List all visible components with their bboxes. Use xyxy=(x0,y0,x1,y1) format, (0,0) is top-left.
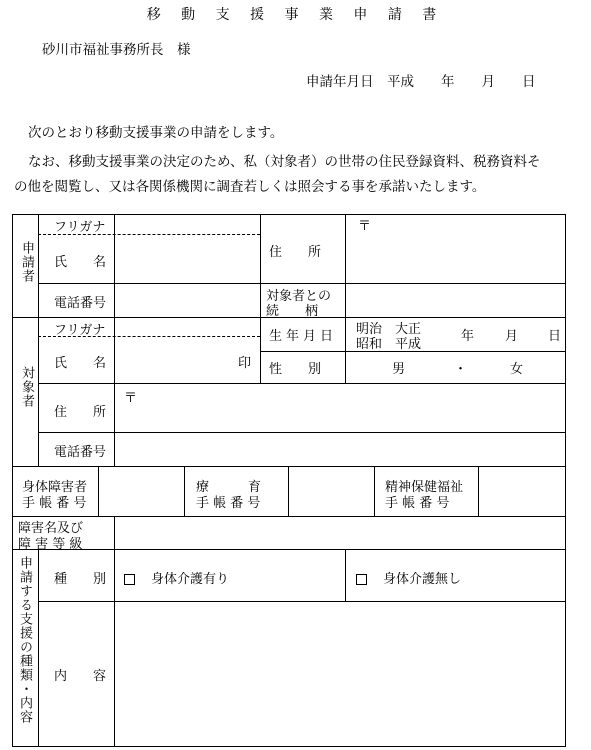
subject-name-field[interactable] xyxy=(115,338,233,382)
seal-mark: 印 xyxy=(238,356,252,371)
gender-separator: ・ xyxy=(454,362,468,377)
gender-male-option[interactable]: 男 xyxy=(392,362,406,377)
disability-label-1: 障害名及び xyxy=(18,521,84,536)
disability-field[interactable] xyxy=(115,517,564,548)
relation-field[interactable] xyxy=(346,284,564,316)
subject-postal-mark: 〒 xyxy=(124,391,138,406)
application-date[interactable]: 申請年月日 平成 年 月 日 xyxy=(306,74,536,90)
applicant-phone-field[interactable] xyxy=(115,284,259,316)
applicant-postal-mark: 〒 xyxy=(358,219,372,234)
subject-name-label: 氏 名 xyxy=(54,356,107,371)
era-options-2[interactable]: 昭和 平成 xyxy=(356,337,422,352)
rehab-cert-number-field[interactable] xyxy=(289,467,373,515)
mental-cert-label-1: 精神保健福祉 xyxy=(385,480,464,495)
support-section-label: 申請する支援の種類・内容 xyxy=(17,556,32,724)
birth-day-label: 日 xyxy=(548,329,562,344)
birth-year-label: 年 xyxy=(461,329,475,344)
relation-label-2: 続 柄 xyxy=(266,304,319,319)
physical-cert-label-1: 身体障害者 xyxy=(22,480,88,495)
option-without-physical-care[interactable] xyxy=(356,568,461,587)
checkbox-without-physical-care[interactable] xyxy=(356,574,367,585)
birthdate-label: 生年月日 xyxy=(269,329,338,344)
intro-line-1: 次のとおり移動支援事業の申請をします。 xyxy=(28,125,284,141)
intro-line-2: なお、移動支援事業の決定のため、私（対象者）の世帯の住民登録資料、税務資料そ xyxy=(28,154,541,170)
birth-month-label: 月 xyxy=(505,329,519,344)
option-with-label: 身体介護有り xyxy=(151,572,230,587)
subject-phone-label: 電話番号 xyxy=(54,445,107,460)
era-options-1[interactable]: 明治 大正 xyxy=(356,322,422,337)
subject-furigana-label: フリガナ xyxy=(54,323,106,338)
applicant-furigana-label: フリガナ xyxy=(54,220,106,235)
rehab-cert-label-2: 手 帳 番 号 xyxy=(196,496,261,511)
support-type-label: 種 別 xyxy=(54,572,107,587)
applicant-name-label: 氏 名 xyxy=(54,255,107,270)
form-title: 移 動 支 援 事 業 申 請 書 xyxy=(146,7,445,23)
applicant-section-label: 申請者 xyxy=(19,241,34,283)
applicant-furigana-field[interactable] xyxy=(115,215,259,233)
applicant-phone-label: 電話番号 xyxy=(54,296,107,311)
subject-furigana-field[interactable] xyxy=(115,318,259,335)
relation-label-1: 対象者との xyxy=(266,289,332,304)
support-content-label: 内 容 xyxy=(54,669,107,684)
applicant-address-label: 住 所 xyxy=(269,245,322,260)
option-with-physical-care[interactable] xyxy=(124,568,229,587)
subject-address-field[interactable] xyxy=(140,385,564,431)
disability-label-2: 障 害 等 級 xyxy=(18,537,83,552)
intro-line-3: の他を閲覧し、又は各関係機関に調査若しくは照会する事を承諾いたします。 xyxy=(14,179,486,195)
physical-cert-number-field[interactable] xyxy=(99,467,183,515)
gender-female-option[interactable]: 女 xyxy=(510,362,524,377)
mental-cert-number-field[interactable] xyxy=(479,467,564,515)
physical-cert-label-2: 手 帳 番 号 xyxy=(22,496,87,511)
gender-label: 性 別 xyxy=(269,362,322,377)
applicant-address-field[interactable] xyxy=(346,232,564,282)
checkbox-with-physical-care[interactable] xyxy=(124,574,135,585)
applicant-name-field[interactable] xyxy=(115,236,259,282)
addressee: 砂川市福祉事務所長 様 xyxy=(42,42,191,58)
rehab-cert-label-1: 療 育 xyxy=(196,480,262,495)
support-content-field[interactable] xyxy=(115,603,564,745)
subject-address-label: 住 所 xyxy=(54,405,107,420)
mental-cert-label-2: 手 帳 番 号 xyxy=(385,496,450,511)
subject-section-label: 対象者 xyxy=(19,366,34,408)
subject-phone-field[interactable] xyxy=(115,434,564,465)
option-without-label: 身体介護無し xyxy=(383,572,462,587)
